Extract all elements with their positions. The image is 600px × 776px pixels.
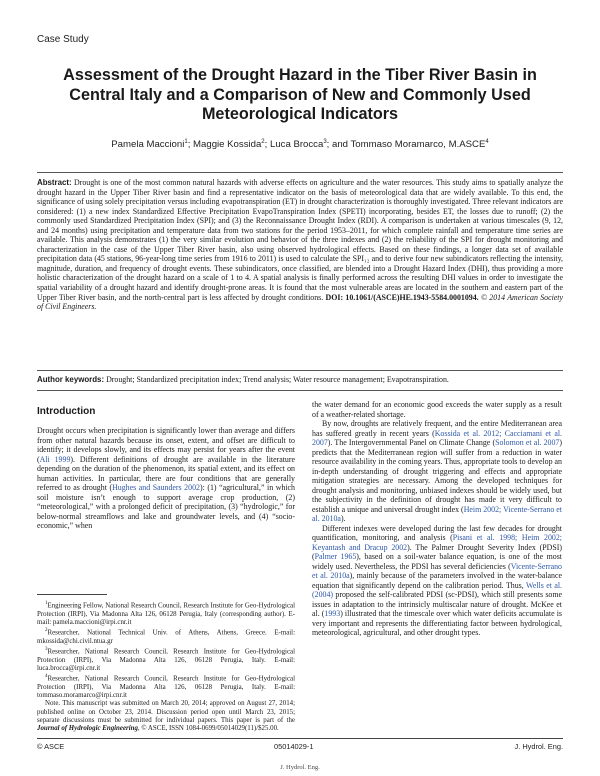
- citation-link[interactable]: Kossida et al. 2012; Cacciamani et al. 2007: [312, 428, 563, 447]
- keywords-block: [37, 375, 563, 385]
- intro-left-column: [37, 426, 295, 531]
- citation-link[interactable]: 1993: [324, 609, 341, 618]
- footer-journal: J. Hydrol. Eng.: [514, 742, 563, 751]
- doi-link[interactable]: DOI: 10.1061/(ASCE)HE.1943-5584.0001094.: [325, 292, 479, 302]
- intro-heading: Introduction: [37, 406, 96, 417]
- journal-stamp: J. Hydrol. Eng.: [280, 764, 320, 771]
- keywords-text: Drought; Standardized precipitation index; Trend analysis; Water resource management; Evapotranspiration.: [106, 375, 449, 384]
- author-3: Luca Brocca$^3$: [269, 139, 327, 151]
- intro-paragraph-1: Drought occurs when precipitation is significantly lower than average and differs from other natural hazards because its onset, extent, and offset are difficult to identify; it develops slowly, and its effects may persist for years after the event (Ali 1999). Different definitions of drought are available in the literature depending on the duration of the phenomenon, its spatial extent, and its effect on human activities. In particular, there are four conditions that are generally referred to as drought (Hughes and Saunders 2002): (1) “agricultural,” in which soil moisture isn’t enough to support average crop production, (2) “meteorological,” with a prolonged deficit of precipitation, (3) “hydrologic,” for below-normal streamflows and lake and groundwater levels, and (4) “socio-economic,” when: [37, 426, 295, 530]
- citation-link[interactable]: Heim 2002; Vicente-Serrano et al. 2010a: [312, 504, 563, 523]
- intro-paragraph-right-0: the water demand for an economic good exceeds the water supply as a result of a weather-related shortage.: [312, 400, 562, 419]
- citation-link[interactable]: Wells et al. (2004): [312, 580, 562, 599]
- citation-link[interactable]: Ali 1999: [39, 454, 71, 464]
- abstract-bottom-rule: [37, 370, 563, 371]
- intro-right-column: [312, 400, 562, 638]
- footer-rule: [37, 738, 563, 739]
- author-1: Pamela Maccioni$^1$: [111, 139, 188, 151]
- abstract-block: [37, 178, 563, 312]
- citation-link[interactable]: Pisani et al. 1998; Heim 2002; Keyantash and Dracup 2002: [312, 533, 562, 552]
- footnote-1: $^1$Engineering Fellow, National Research Council, Research Institute for Geo-Hydrological Protection (IRPI), Via Madonna Alta 126, 06128 Perugia, Italy (corresponding author). E-mail: pamela.maccioni@irpi.cnr.it: [37, 601, 295, 626]
- paper-title: Assessment of the Drought Hazard in the Tiber River Basin in Central Italy and a Comparison of New and Commonly Used Meteorological Indicators: [63, 66, 537, 123]
- footer-page-id: 05014029-1: [274, 742, 314, 751]
- footer-copyright: © ASCE: [37, 742, 65, 751]
- footnote-4: $^4$Researcher, National Research Council, Research Institute for Geo-Hydrological Protection (IRPI), Via Madonna Alta 126, 06128 Perugia, Italy. E-mail: tommaso.moramarco@irpi.cnr.it: [37, 674, 295, 700]
- intro-paragraph-right-2: Different indexes were developed during the last few decades for drought quantification, monitoring, and analysis (Pisani et al. 1998; Heim 2002; Keyantash and Dracup 2002). The Palmer Drought Severity Index (PDSI) (Palmer 1965), based on a soil-water balance equation, is one of the most widely used. Nevertheless, the PDSI has several deficiencies (Vicente-Serrano et al. 2010a), mainly because of the parameters involved in the water-balance equation that significantly depend on the calibration period. Thus, Wells et al. (2004) proposed the self-calibrated PDSI (sc-PDSI), which still presents some issues in adaptation to the intrinsicly multiscalar nature of drought. McKee et al. (1993) illustrated that the timescale over which water deficits accumulate is very important and represents the differentiating factor between hydrological, meteorological, agricultural, and other drought types.: [312, 523, 562, 637]
- keywords-bottom-rule: [37, 390, 563, 391]
- citation-link[interactable]: Solomon et al. 2007: [495, 438, 560, 447]
- author-2: Maggie Kossida$^2$: [193, 139, 265, 151]
- abstract-top-rule: [37, 172, 563, 173]
- footnote-rule: [37, 594, 107, 595]
- citation-link[interactable]: Hughes and Saunders 2002: [112, 483, 200, 492]
- keywords-lead: Author keywords:: [37, 375, 105, 384]
- abstract-lead: Abstract:: [37, 178, 72, 187]
- citation-link[interactable]: Vicente-Serrano et al. 2010a: [312, 561, 562, 580]
- section-label: Case Study: [37, 34, 89, 45]
- author-4: Tommaso Moramarco, M.ASCE$^4$: [350, 139, 489, 151]
- footnotes-block: [37, 600, 295, 734]
- abstract-text: Drought is one of the most common natural hazards with adverse effects on agriculture and the water resources. This study aims to spatially analyze the drought hazard in the Upper Tiber River basin and find a representative indicator on the basis of meteorological data that are widely available. To this end, the significance of using solely precipitation versus including evapotranspiration (ET) in drought characterization is thoroughly investigated. Three relevant indicators are considered: (1) a new index Standardized Effective Precipitation EvapoTranspiration Index (SPETI) incorporating, besides ET, the losses due to runoff; (2) the commonly used Standardized Precipitation Index (SPI); and (3) the Reconnaissance Drought Index (RDI). A comparison is undertaken at various timescales (9, 12, and 24 months) using precipitation and temperature data from two stations for the period 1953–2011, for which complete rainfall and temperature time series are available. This analysis demonstrates (1) the very similar evolution and behavior of the three indexes and (2) the reliability of the SPI for drought monitoring and characterization in the case of the Upper Tiber River basin, also using observed hydrological effects. Based on these findings, a longer data set of available precipitation data (45 stations, 96-year-long time series from 1916 to 2011) is used to calculate the SPI₁₂ and to derive four new subindicators reflecting the intensity, magnitude, duration, and frequency of drought events. These subindicators, once classified, are blended into a Drought Hazard Index (DHI), thus providing a more holistic characterization of the drought hazard on a scale of 1 to 4. A spatial analysis is finally performed across the resulting DHI values in order to investigate the spatial variability of a drought hazard and identify drought-prone areas. It is found that the most vulnerable areas are located in the southern and eastern part of the Upper Tiber River basin, and the north-central part is less affected by drought conditions.: [37, 178, 563, 302]
- citation-link[interactable]: Palmer 1965: [314, 552, 357, 561]
- copyright-text: © 2014 American Society of Civil Engineers.: [37, 292, 563, 312]
- footnote-3: $^3$Researcher, National Research Council, Research Institute for Geo-Hydrological Protection (IRPI), Via Madonna Alta 126, 06128 Perugia, Italy. E-mail: luca.brocca@irpi.cnr.it: [37, 647, 295, 672]
- intro-paragraph-right-1: By now, droughts are relatively frequent, and the entire Mediterranean area has suffered greatly in recent years (Kossida et al. 2012; Cacciamani et al. 2007). The Intergovernmental Panel on Climate Change (Solomon et al. 2007) predicts that the Mediterranean region will suffer from a reduction in water resource availability in the coming years. Thus, appropriate tools to develop an in-depth understanding of drought triggering and effects and appropriate mitigation strategies are necessary. Among the developed techniques for drought analysis and monitoring, unbiased indexes should be widely used, but the subjectivity in the definition of drought has made it very difficult to establish a unique and universal drought index (Heim 2002; Vicente-Serrano et al. 2010a).: [312, 419, 563, 523]
- footnote-2: $^2$Researcher, National Technical Univ. of Athens, Athens, Greece. E-mail: mkossida@chi.civil.ntua.gr: [37, 628, 295, 645]
- author-list: Pamela Maccioni$^1$; Maggie Kossida$^2$; Luca Brocca$^3$; and Tommaso Moramarco, M.ASCE$^4$: [111, 139, 489, 151]
- submission-note: Note. This manuscript was submitted on March 20, 2014; approved on August 27, 2014; published online on October 23, 2014. Discussion period open until March 23, 2015; separate discussions must be submitted for individual papers. This paper is part of the Journal of Hydrologic Engineering, © ASCE, ISSN 1084-0699/05014029(11)/$25.00.: [37, 700, 295, 733]
